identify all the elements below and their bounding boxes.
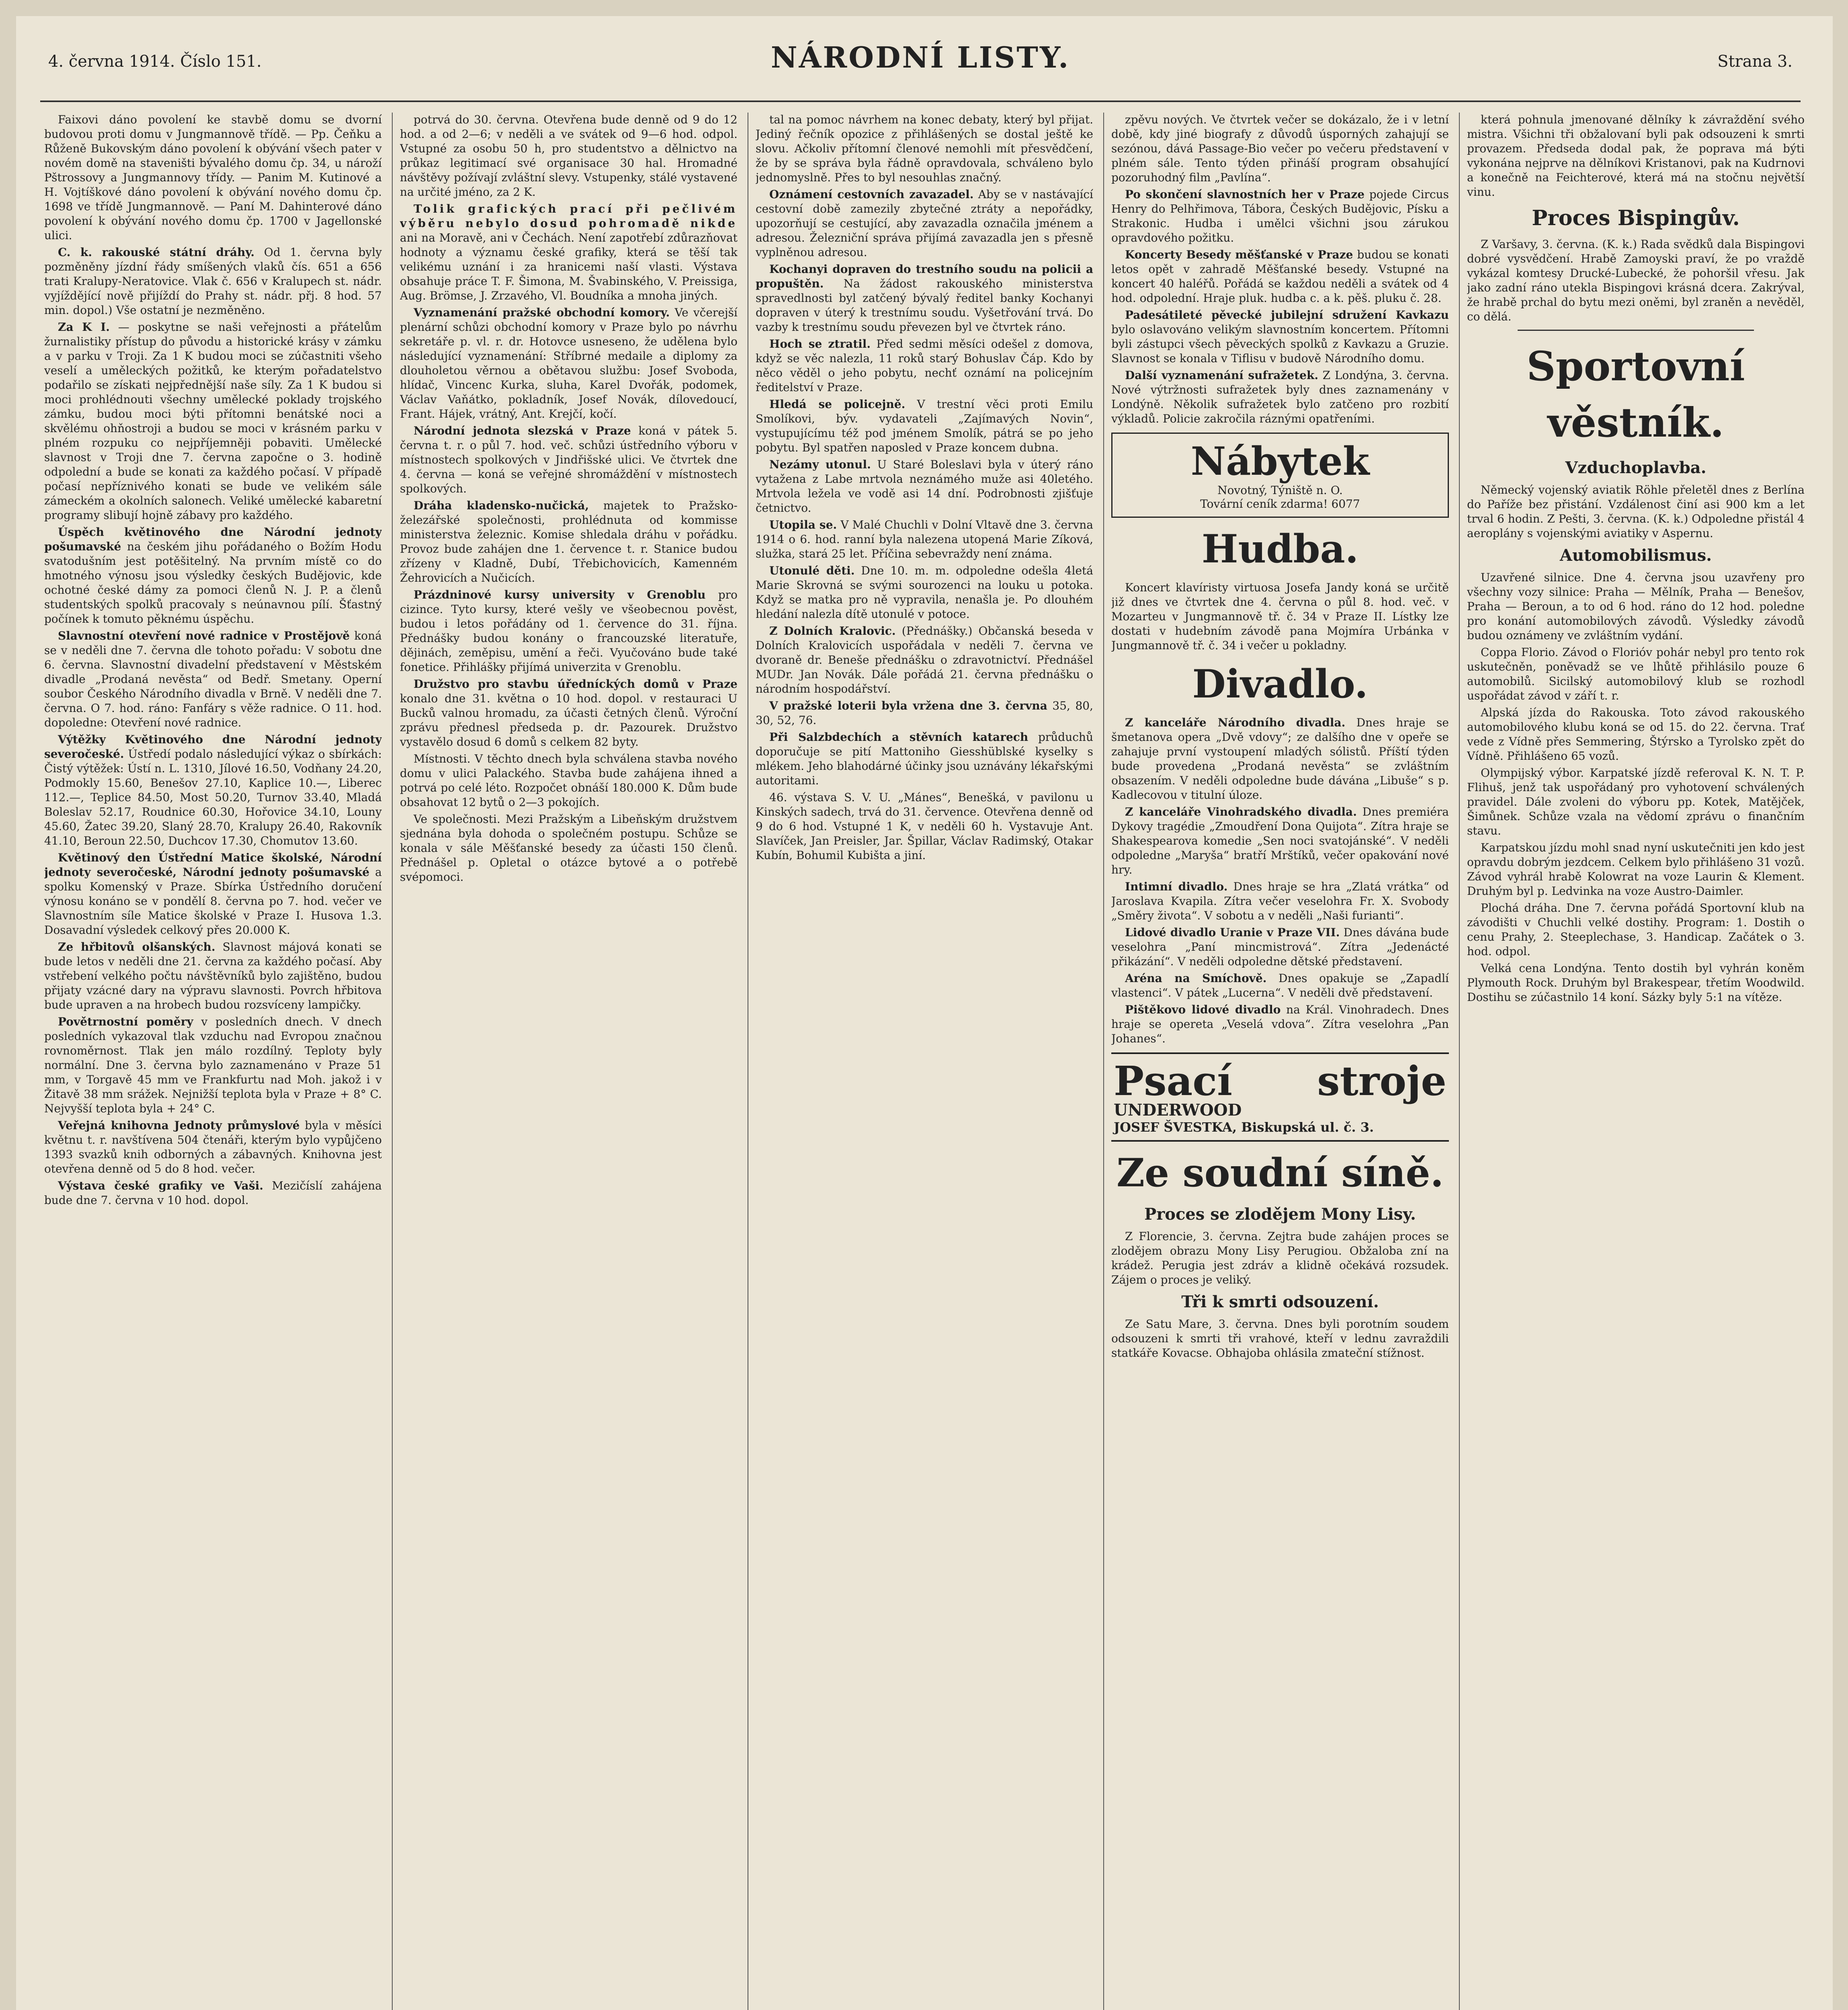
article-heading: Povětrnostní poměry	[58, 1015, 193, 1028]
article-text: bylo oslavováno velikým slavnostním koncertem. Přítomni byli zástupci všech pěveckých spolků z Kavkazu a Gruzie. Slavnost se konala v Tiflisu v budově Národního domu.	[1111, 323, 1449, 365]
article-text: v posledních dnech. V dnech posledních vykazoval tlak vzduchu nad Evropou značnou rovnoměrnost. Tlak jen málo rozdílný. Teploty byly normální. Dne 3. června bylo zaznamenáno v Praze 51 mm, v Torgavě 45 mm ve Frankfurtu nad Moh. jakož i v Žitavě 38 mm srážek. Nejnižší teplota byla v Praze + 8° C. Nejvyšší teplota byla + 24° C.	[44, 1015, 382, 1115]
article-heading: V pražské loterii byla vržena dne 3. června	[769, 699, 1047, 712]
article-text: (Přednášky.) Občanská beseda v Dolních Kralovicích uspořádala v neděli 7. června ve dvoraně dr. Beneše přednášku o zdravotnictví. Přednášel MUDr. Jan Novák. Dále pořádá 21. června přednášku o národním hospodářství.	[756, 624, 1093, 695]
article	[756, 564, 1093, 621]
column-1	[44, 113, 382, 2010]
article: Uzavřené silnice. Dne 4. června jsou uzavřeny pro všechny vozy silnice: Praha — Mělník, Praha — Benešov, Praha — Beroun, a to od 6 hod. ráno do 12 hod. poledne pro konání automobilových závodů. Výsledky závodů budou oznámeny ve zvláštním vydání.	[1467, 571, 1805, 642]
column-2	[400, 113, 738, 2010]
article	[1111, 971, 1449, 1000]
article-heading: Vyznamenání pražské obchodní komory.	[414, 306, 670, 319]
article-text: 35, 80, 30, 52, 76.	[756, 699, 1093, 727]
article	[1111, 308, 1449, 366]
article-heading: Národní jednota slezská v Praze	[414, 424, 631, 437]
article-heading: Slavnostní otevření nové radnice v Prostějově	[58, 629, 350, 642]
article: Z Florencie, 3. června. Zejtra bude zahájen proces se zlodějem obrazu Mony Lisy Perugiou. Obžaloba zní na krádež. Perugia jest zdráv a klidně očekává rozsudek. Zájem o proces je veliký.	[1111, 1230, 1449, 1286]
article-text: Dnes premiéra Dykovy tragédie „Zmoudření Dona Quijota“. Zítra hraje se Shakespearova komedie „Sen noci svatojánské“. V neděli odpoledne „Maryša“ bratří Mrštíků, večer opakování nové hry.	[1111, 805, 1449, 876]
ad-brand: UNDERWOOD	[1114, 1101, 1242, 1120]
article-text: Dnes hraje se hra „Zlatá vrátka“ od Jaroslava Kvapila. Zítra večer veselohra Fr. X. Svobody „Směry života“. V sobotu a v neděli „Naši furianti“.	[1111, 880, 1449, 922]
article-text: V Malé Chuchli v Dolní Vltavě dne 3. června 1914 o 6. hod. ranní byla nalezena utopená Marie Zíková, služka, stará 25 let. Příčina sebevraždy není známa.	[756, 518, 1093, 560]
article-heading: Kochanyi dopraven do trestního soudu na policii a propuštěn.	[756, 263, 1093, 290]
article	[756, 624, 1093, 696]
article-text: U Staré Boleslavi byla v úterý ráno vytažena z Labe mrtvola neznámého muže asi 40letého. Mrtvola ležela ve vodě asi 14 dní. Podrobnosti zjišťuje četnictvo.	[756, 458, 1093, 515]
article	[44, 1179, 382, 1208]
article-text: V trestní věci proti Emilu Smolíkovi, býv. vydavateli „Zajímavých Novin“, vystupujícímu též pod jménem Smolík, pátrá se po jeho pobytu. Byl spatřen naposled v Praze koncem dubna.	[756, 398, 1093, 454]
article	[400, 677, 738, 749]
article-text: — poskytne se naši veřejnosti a přátelům žurnalistiky přístup do původu a historické krásy v zámku a v parku v Troji. Za 1 K budou moci se zúčastniti všeho veselí a uměleckých požitků, ke kterým pořadatelstvo podařilo se získati nejpřednější naše síly. Za 1 K budou si moci prohlédnouti všechny umělecké poklady trojského zámku, budou moci býti přítomni benátské noci a skvělému ohňostroji a budou se moci v krásném parku v plném rozpuku co nejpříjemněji pobaviti. Umělecké slavnost v Troji dne 7. června započne o 3. hodině odpolední a bude se konati za každého počasí. V případě počasí nepříznivého konati se bude ve velikém sále zámeckém a okolních salonech. Veliké umělecké kabaretní programy slibují hojně zábavy pro každého.	[44, 320, 382, 522]
article	[44, 1015, 382, 1116]
column-divider	[1103, 113, 1104, 2010]
subheading: Proces Bispingův.	[1532, 206, 1740, 230]
newspaper-page	[16, 16, 1833, 2010]
article-heading: Intimní divadlo.	[1125, 880, 1228, 893]
article-heading: Utopila se.	[769, 518, 837, 531]
column-3	[756, 113, 1093, 2010]
typewriter-advertisement	[1111, 1052, 1449, 1142]
subheading: Automobilismus.	[1559, 546, 1712, 565]
article	[1111, 368, 1449, 426]
article	[44, 629, 382, 730]
article: Místnosti. V těchto dnech byla schválena stavba nového domu v ulici Palackého. Stavba bude zahájena ihned a potrvá po celé léto. Rozpočet obnáší 180.000 K. Dům bude obsahovat 12 bytů o 2—3 pokojích.	[400, 752, 738, 809]
article-text: Z Londýna, 3. června. Nové výtržnosti sufražetek byly dnes zaznamenány v Londýně. Několik sufražetek bylo zatčeno pro rozbití výkladů. Policie zakročila ráznými opatřeními.	[1111, 369, 1449, 425]
ad-line: Novotný, Týniště n. O.	[1217, 484, 1343, 497]
section-heading-sport: Sportovní věstník.	[1526, 343, 1745, 446]
article-text: konalo dne 31. května o 10 hod. dopol. v restauraci U Bucků valnou hromadu, za účasti četných členů. Výroční zprávu přednesl předseda p. dr. Pazourek. Družstvo vystavělo dosud 6 domů s celkem 82 byty.	[400, 692, 738, 749]
article-text: budou se konati letos opět v zahradě Měšťanské besedy. Vstupné na koncert 40 haléřů. Pořádá se každou neděli a svátek od 4 hod. odpolední. Hraje pluk. hudba c. a k. pěš. pluku č. 28.	[1111, 248, 1449, 305]
article: Coppa Florio. Závod o Florióv pohár nebyl pro tento rok uskutečněn, poněvadž se ve lhůtě přihlásilo pouze 6 automobilů. Sicilský automobilový klub se rozhodl uspořádat závod v září t. r.	[1467, 646, 1805, 702]
article	[1111, 805, 1449, 877]
article-text: Dnes hraje se šmetanova opera „Dvě vdovy“; ze dalšího dne v opeře se zahajuje první vystoupení mladých sólistů. Příští týden bude provedena „Prodaná nevěsta“ se zvláštním obsazením. V neděli odpoledne bude dávána „Libuše“ s p. Kadlecovou v titulní úloze.	[1111, 716, 1449, 802]
article	[44, 940, 382, 1012]
article-heading: Veřejná knihovna Jednoty průmyslové	[58, 1119, 300, 1132]
article-heading: Úspěch květinového dne Národní jednoty pošumavské	[44, 525, 382, 553]
article-text: na Král. Vinohradech. Dnes hraje se opereta „Veselá vdova“. Zítra veselohra „Pan Johanes“.	[1111, 1003, 1449, 1045]
article: která pohnula jmenované dělníky k závraždění svého mistra. Všichni tři obžalovaní byli pak odsouzeni k smrti provazem. Předseda dodal pak, že poprava má býti vykonána nejprve na dělníkovi Kristanovi, pak na Kudrnovi a konečně na Feichterové, která má na stočnu největší vinu.	[1467, 113, 1805, 199]
section-heading-hudba: Hudba.	[1201, 526, 1359, 572]
article-text: pojede Circus Henry do Pelhřimova, Tábora, Českých Budějovic, Písku a Strakonic. Hudba i umělci všichni jsou zárukou opravdového požitku.	[1111, 188, 1449, 244]
column-divider	[392, 113, 393, 2010]
article	[756, 518, 1093, 561]
article	[1111, 1003, 1449, 1046]
article	[756, 337, 1093, 395]
article-heading: Po skončení slavnostních her v Praze	[1125, 188, 1365, 201]
article-heading: Z kanceláře Národního divadla.	[1125, 716, 1346, 729]
article	[1111, 716, 1449, 802]
article: Z Varšavy, 3. června. (K. k.) Rada svědků dala Bispingovi dobré vysvědčení. Hrabě Zamoyski praví, že po vraždě vykázal komtesy Drucké-Lubecké, že pohoršil vřesu. Jak jako zadní ráno utekla Bispingovi krásná dcera. Zakrýval, že hrabě prchal do bytu mezi oněmi, byl zraněn a nevěděl, co dělá.	[1467, 238, 1805, 323]
article: Německý vojenský aviatik Röhle přeletěl dnes z Berlína do Paříže bez přistání. Vzdálenost činí asi 900 km a let trval 6 hodin. Z Pešti, 3. června. (K. k.) Odpoledne přistál 4 aeroplány s vojenskými aviatiky v Aspernu.	[1467, 483, 1805, 540]
article-heading: Pištěkovo lidové divadlo	[1125, 1003, 1281, 1016]
article: Karpatskou jízdu mohl snad nyní uskutečniti jen kdo jest opravdu dobrým jezdcem. Celkem bylo přihlášeno 31 vozů. Závod vyhrál hrabě Kolowrat na voze Laurin & Klement. Druhým byl p. Ledvinka na voze Austro-Daimler.	[1467, 841, 1805, 898]
article-heading: Ze hřbitovů olšanských.	[58, 940, 215, 954]
article	[1111, 880, 1449, 923]
article-text: Na žádost rakouského ministerstva spravedlnosti byl zatčený bývalý ředitel banky Kochanyi dopraven v úterý k trestnímu soudu. Vyšetřování trvá. Do vazby k trestnímu soudu převezen byl ve čtvrtek ráno.	[756, 277, 1093, 334]
article-text: koná v pátek 5. června t. r. o půl 7. hod. več. schůzi ústředního výboru v místnostech spolkových v Jindřišské ulici. Ve čtvrtek dne 4. června — koná se veřejné shromáždění v místnostech spolkových.	[400, 424, 738, 495]
ad-line: Tovární ceník zdarma! 6077	[1200, 497, 1360, 511]
subheading: Proces se zlodějem Mony Lisy.	[1144, 1205, 1416, 1224]
article	[44, 525, 382, 626]
article	[1111, 248, 1449, 306]
article-text: Ústředí podalo následující výkaz o sbírkách: Čistý výtěžek: Ústí n. L. 1310, Jílové 16.50, Vodňany 24.20, Podmokly 15.60, Benešov 27.10, Kaplice 10.—, Liberec 112.—, Teplice 84.50, Most 50.20, Turnov 33.40, Mladá Boleslav 52.17, Roudnice 60.30, Hořovice 34.10, Louny 45.60, Žatec 39.20, Slaný 28.70, Kralupy 26.40, Rakovník 41.10, Beroun 22.50, Duchcov 17.30, Chomutov 13.60.	[44, 747, 382, 847]
article: tal na pomoc návrhem na konec debaty, který byl přijat. Jediný řečník opozice z přihlášených se dostal ještě ke slovu. Ačkoliv přítomní členové nemohli mít přesvědčení, že by se správa byla řádně opravdovala, schváleno bylo jednomyslně. Přes to byl nesouhlas značný.	[756, 113, 1093, 184]
article: Olympijský výbor. Karpatské jízdě referoval K. N. T. P. Flihuš, jenž tak uspořádaný pro vyhotovení schválených pravidel. Dále zvoleni do výboru pp. Kotek, Matějček, Šimůnek. Schůze vzala na vědomí zprávu o finančním stavu.	[1467, 766, 1805, 837]
article-text: Dne 10. m. m. odpoledne odešla 4letá Marie Skrovná se svými sourozenci na louku u potoka. Když se matka pro ně vypravila, nenašla je. Po dlouhém hledání nalezla dítě utonulé v potoce.	[756, 564, 1093, 621]
ad-line: JOSEF ŠVESTKA, Biskupská ul. č. 3.	[1114, 1120, 1374, 1135]
article-text: Slavnost májová konati se bude letos v neděli dne 21. června za každého počasí. Aby vstřebení velkého počtu návštěvníků bylo zajištěno, budou přijaty vzácné dary na výpravu slavnosti. Povrch hřbitova bude upraven a na hrobech budou rozsvíceny lampičky.	[44, 940, 382, 1011]
article-text: Mezičíslí zahájena bude dne 7. června v 10 hod. dopol.	[44, 1179, 382, 1207]
article: Alpská jízda do Rakouska. Toto závod rakouského automobilového klubu koná se od 15. do 22. června. Trať vede z Vídně přes Semmering, Štýrsko a Tyrolsko zpět do Vídně. Přihlášeno 65 vozů.	[1467, 706, 1805, 763]
article-text: Ve včerejší plenární schůzi obchodní komory v Praze bylo po návrhu sekretáře p. vl. r. dr. Hotovce usneseno, že udělena bylo následující vyznamenání: Stříbrné medaile a diplomy za dlouholetou věrnou a obětavou službu: Josef Svoboda, hlídač, Vincenc Kurka, sluha, Karel Dvořák, podomek, Václav Vaňátko, pokladník, Josef Novák, dílovedoucí, Frant. Hájek, vrátný, Ant. Krejčí, kočí.	[400, 306, 738, 420]
article-text: koná se v neděli dne 7. června dle tohoto pořadu: V sobotu dne 6. června. Slavnostní divadelní představení v Městském divadle „Prodaná nevěsta“ od Bedř. Smetany. Operní soubor Českého Národního divadla v Brně. V neděli dne 7. června. O 7. hod. ráno: Fanfáry s věže radnice. O 11. hod. dopoledne: Otevření nové radnice.	[44, 629, 382, 729]
article	[1111, 187, 1449, 245]
article	[400, 588, 738, 675]
article: Koncert klavíristy virtuosa Josefa Jandy koná se určitě již dnes ve čtvrtek dne 4. června o půl 8. hod. več. v Mozarteu v Jungmannově tř. č. 34 v Praze II. Lístky lze dostati v hudebním závodě pana Mojmíra Urbánka v Jungmannově tř. č. 34 i večer u pokladny.	[1111, 581, 1449, 652]
ad-top-row	[1114, 1059, 1446, 1119]
article-text: ani na Moravě, ani v Čechách. Není zapotřebí zdůrazňovat hodnoty a významu české grafiky, která se těší tak velikému uznání i za hranicemi naší vlasti. Výstava obsahuje práce T. F. Šimona, M. Švabinského, V. Preissiga, Aug. Brömse, J. Zrzavého, Vl. Boudníka a mnoha jiných.	[400, 231, 738, 302]
article-text: Aby se v nastávající cestovní době zamezily zbytečné ztráty a nepořádky, upozorňují se cestující, aby zavazadla označila jménem a adresou. Železniční správa přijímá zavazadla jen s přesně vyplněnou adresou.	[756, 188, 1093, 259]
article	[44, 851, 382, 937]
article-heading: Výtěžky Květinového dne Národní jednoty severočeské.	[44, 733, 382, 761]
page-number: Strana 3.	[1717, 52, 1793, 71]
furniture-advertisement	[1111, 433, 1449, 518]
article-text: a spolku Komenský v Praze. Sbírka Ústředního doručení výnosu konáno se v pondělí 8. června po 7. hod. večer ve Slavnostním síle Matice školské v Praze I. Husova 1.3. Dosavadní výsledek celkový přes 20.000 K.	[44, 866, 382, 937]
column-divider	[1459, 113, 1460, 2010]
article-heading: Z kanceláře Vinohradského divadla.	[1125, 805, 1357, 818]
article-heading: Dráha kladensko-nučická,	[414, 499, 589, 512]
ad-headline: Psací stroje	[1114, 1057, 1446, 1105]
article: 46. výstava S. V. U. „Mánes“, Benešká, v pavilonu u Kinských sadech, trvá do 31. července. Otevřena denně od 9 do 6 hod. Vstupné 1 K, v neděli 60 h. Vystavuje Ant. Slavíček, Jan Preisler, Jar. Špillar, Václav Radimský, Otakar Kubín, Bohumil Kubišta a jiní.	[756, 791, 1093, 862]
article	[400, 424, 738, 496]
article: zpěvu nových. Ve čtvrtek večer se dokázalo, že i v letní době, kdy jiné biografy z důvodů úsporných zahajují se sezónou, dává Passage-Bio večer po večeru představení v plném sále. Tento týden přináší program obsahující pozoruhodný film „Pavlína“.	[1111, 113, 1449, 184]
article	[44, 1118, 382, 1176]
section-heading-soud: Ze soudní síně.	[1116, 1150, 1444, 1196]
article-heading: Nezámy utonul.	[769, 458, 871, 471]
article-text: na českém jihu pořádaného o Božím Hodu svatodušním jest potěšitelný. Na prvním místě co do hmotného výnosu jsou výsledky českých Budějovic, kde ochotné české dámy za pomoci členů N. J. P. a členů studentských spolků pracovaly s neúnavnou pílí. Šťastný počínek k tomuto pěknému úspěchu.	[44, 540, 382, 626]
article	[756, 699, 1093, 728]
article-text: Od 1. června byly pozměněny jízdní řády smíšených vlaků čís. 651 a 656 trati Kralupy-Neratovice. Vlak č. 656 v Kralupech st. nádr. vyjíždějící nově přijíždí do Prahy st. nádr. přj. 8 hod. 57 min. dopol.) Vše ostatní je nezměněno.	[44, 246, 382, 317]
article	[44, 245, 382, 318]
article-heading: Padesátileté pěvecké jubilejní sdružení Kavkazu	[1125, 308, 1449, 322]
article-heading: Z Dolních Kralovic.	[769, 624, 896, 638]
ad-headline: Nábytek	[1190, 439, 1370, 484]
article-text: pro cizince. Tyto kursy, které vešly ve všeobecnou pověst, budou i letos pořádány od 1. července do 31. října. Přednášky budou konány o francouzské literatuře, dějinách, zeměpisu, umění a řeči. Vyučováno bude také fonetice. Přihlášky přijímá univerzita v Grenoblu.	[400, 588, 738, 674]
article-heading: Tolik grafických prací při pečlivém výběru nebylo dosud pohromadě nikde	[400, 202, 738, 230]
article-text: byla v měsíci květnu t. r. navštívena 504 čtenáři, kterým bylo vypůjčeno 1393 svazků knih odborných a zábavných. Knihovna jest otevřena denně od 5 do 8 hod. večer.	[44, 1119, 382, 1175]
article-heading: Květinový den Ústřední Matice školské, Národní jednoty severočeské, Národní jednoty pošumavské	[44, 851, 382, 879]
divider	[1518, 330, 1754, 331]
article	[756, 457, 1093, 515]
subheading: Tři k smrti odsouzení.	[1181, 1292, 1379, 1311]
page-header	[40, 16, 1801, 88]
article-heading: Výstava české grafiky ve Vaši.	[58, 1179, 264, 1192]
subheading: Vzduchoplavba.	[1565, 458, 1707, 477]
article-text: Dnes opakuje se „Zapadlí vlastenci“. V pátek „Lucerna“. V neděli dvě představení.	[1111, 972, 1449, 999]
article	[44, 320, 382, 523]
article: Velká cena Londýna. Tento dostih byl vyhrán koněm Plymouth Rock. Druhým byl Brakespear, třetím Woodwild. Dostihu se zúčastnilo 14 koní. Sázky byly 5:1 na vítěze.	[1467, 962, 1805, 1004]
article	[400, 498, 738, 585]
article	[400, 202, 738, 303]
article-text: Dnes dávána bude veselohra „Paní mincmistrová“. Zítra „Jedenácté přikázání“. V neděli odpoledne dětské představení.	[1111, 926, 1449, 968]
article	[756, 397, 1093, 455]
column-4	[1111, 113, 1449, 2010]
article	[44, 732, 382, 848]
article: Plochá dráha. Dne 7. června pořádá Sportovní klub na závodišti v Chuchli velké dostihy. Program: 1. Dostih o cenu Prahy, 2. Steeplechase, 3. Handicap. Začátek o 3. hod. odpol.	[1467, 901, 1805, 958]
article: Ze Satu Mare, 3. června. Dnes byli porotním soudem odsouzeni k smrti tři vrahové, kteří v lednu zavraždili statkáře Kovacse. Obhajoba ohlásila zmateční stížnost.	[1111, 1317, 1449, 1360]
article: Faixovi dáno povolení ke stavbě domu se dvorní budovou proti domu v Jungmannově třídě. — Pp. Čeňku a Růženě Bukovským dáno povolení k obývání všech pater v novém domě na staveništi bývalého domu čp. 34, u nároží Pštrossovy a Jungmannovy třídy. — Panim M. Kutinové a H. Vojtíškové dáno povolení k obývání nového domu čp. 1698 ve třídě Jungmannově. — Paní M. Dahinterové dáno povolení k obývání nového domu čp. 1700 v Jagellonské ulici.	[44, 113, 382, 242]
article-heading: Oznámení cestovních zavazadel.	[769, 188, 974, 201]
column-5	[1467, 113, 1805, 2010]
article	[756, 187, 1093, 260]
article-heading: Za K I.	[58, 320, 110, 334]
article-text: průduchů doporučuje se pití Mattoniho Giesshüblské kyselky s mlékem. Jeho blahodárné účinky jsou uznávány lékařskými autoritami.	[756, 730, 1093, 787]
article-heading: Aréna na Smíchově.	[1125, 972, 1267, 985]
article-heading: Další vyznamenání sufražetek.	[1125, 369, 1319, 382]
article-heading: Utonulé děti.	[769, 564, 855, 577]
issue-date: 4. června 1914. Číslo 151.	[48, 52, 262, 71]
article-heading: Při Salzbdechích a stěvních katarech	[769, 730, 1028, 744]
article-text: majetek to Pražsko-železářské společnosti, prohlédnuta od kommisse ministerstva železnic. Komise shledala dráhu v pořádku. Provoz bude zahájen dne 1. července t. r. Stanice budou zřízeny v Kladně, Dubí, Třebichovicích, Kamenném Žehrovicích a Nučicích.	[400, 499, 738, 585]
article-heading: Lidové divadlo Uranie v Praze VII.	[1125, 926, 1340, 939]
article-heading: Prázdninové kursy university v Grenoblu	[414, 588, 706, 601]
article	[756, 262, 1093, 334]
section-heading-divadlo: Divadlo.	[1192, 661, 1368, 707]
article-text: Před sedmi měsíci odešel z domova, když se věc nalezla, 11 roků starý Bohuslav Čáp. Kdo by něco věděl o jeho pobytu, nechť oznámí na policejním ředitelství v Praze.	[756, 337, 1093, 394]
article-heading: Koncerty Besedy měšťanské v Praze	[1125, 248, 1353, 261]
article	[756, 730, 1093, 788]
article: Ve společnosti. Mezi Pražským a Libeňským družstvem sjednána byla dohoda o společném postupu. Schůze se konala v sále Měšťanské besedy za účasti 150 členů. Přednášel p. Opletal o otázce bytové a o potřebě svépomoci.	[400, 812, 738, 884]
article	[400, 306, 738, 421]
header-rule	[40, 100, 1801, 102]
article-heading: Družstvo pro stavbu úředníckých domů v Praze	[414, 677, 738, 691]
article: potrvá do 30. června. Otevřena bude denně od 9 do 12 hod. a od 2—6; v neděli a ve svátek od 9—6 hod. odpol. Vstupné za osobu 50 h, pro studentstvo a dělnictvo na průkaz legitimací své organisace 30 hal. Hromadné návštěvy požívají zvláštní slevy. Vstupenky, stálé vystavené na určité jméno, za 2 K.	[400, 113, 738, 199]
article	[1111, 925, 1449, 969]
article-heading: C. k. rakouské státní dráhy.	[58, 246, 255, 259]
article-heading: Hoch se ztratil.	[769, 337, 871, 351]
masthead-title: NÁRODNÍ LISTY.	[770, 40, 1070, 74]
article-heading: Hledá se policejně.	[769, 398, 906, 411]
